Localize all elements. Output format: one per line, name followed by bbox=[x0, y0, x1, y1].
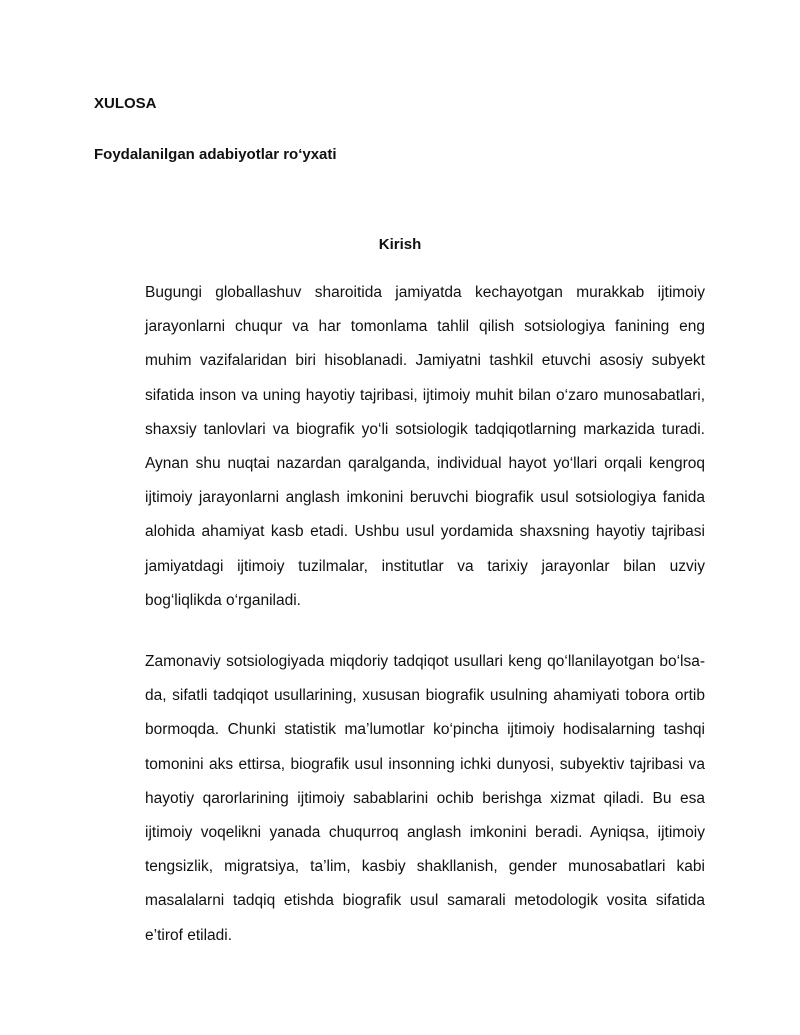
intro-paragraph: Bugungi globallashuv sharoitida jamiyatda kechayotgan murakkab ijtimoiy jarayonlarni chuqur va har tomonlama tahlil qilish sotsiologiya fanining eng muhim vazifalaridan biri hisoblanadi. Jamiyatni tashkil etuvchi asosiy subyekt sifatida inson va uning hayotiy tajribasi, ijtimoiy muhit bilan o‘zaro munosabatlari, shaxsiy tanlovlari va biografik yo‘li sotsiologik tadqiqotlarning markazida turadi. Aynan shu nuqtai nazardan qaralganda, individual hayot yo‘llari orqali kengroq ijtimoiy jarayonlarni anglash imkonini beruvchi biografik usul sotsiologiya fanida alohida ahamiyat kasb etadi. Ushbu usul yordamida shaxsning hayotiy tajribasi jamiyatdagi ijtimoiy tuzilmalar, institutlar va tarixiy jarayonlar bilan uzviy bog‘liqlikda o‘rganiladi. bbox=[145, 284, 705, 609]
conclusion-heading: XULOSA bbox=[94, 95, 157, 112]
intro-title: Kirish bbox=[378, 236, 422, 253]
intro-paragraph: Zamonaviy sotsiologiyada miqdoriy tadqiqot usullari keng qo‘llanilayotgan bo‘lsa-da, sifatli tadqiqot usullarining, xususan biografik usulning ahamiyati tobora ortib bormoqda. Chunki statistik ma’lumotlar ko‘pincha ijtimoiy hodisalarning tashqi tomonini aks ettirsa, biografik usul insonning ichki dunyosi, subyektiv tajribasi va hayotiy qarorlarining ijtimoiy sabablarini ochib berishga xizmat qiladi. Bu esa ijtimoiy voqelikni yanada chuqurroq anglash imkonini beradi. Ayniqsa, ijtimoiy tengsizlik, migratsiya, ta’lim, kasbiy shakllanish, gender munosabatlari kabi masalalarni tadqiq etishda biografik usul samarali metodologik vosita sifatida e’tirof etiladi. bbox=[145, 653, 705, 944]
references-heading: Foydalanilgan adabiyotlar ro‘yxati bbox=[94, 146, 337, 163]
